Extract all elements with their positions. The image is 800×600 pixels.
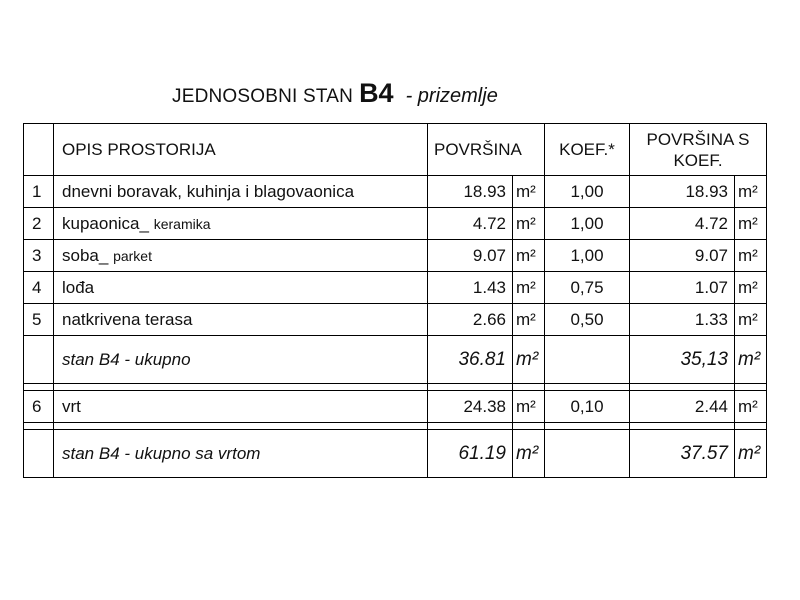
row-num: 1: [24, 176, 54, 208]
row-coef: 0,75: [545, 272, 630, 304]
row-area-coef: 18.93: [630, 176, 735, 208]
row-area-coef: 2.44: [630, 391, 735, 423]
row-coef: 0,50: [545, 304, 630, 336]
row-num: 3: [24, 240, 54, 272]
row-area: 24.38: [428, 391, 513, 423]
table-row: [24, 272, 767, 304]
header-row: [24, 124, 767, 176]
title-main: JEDNOSOBNI STAN: [172, 86, 354, 107]
row-area: 4.72: [428, 208, 513, 240]
total-garden-area-coef-unit: m²: [735, 430, 767, 478]
header-description: OPIS PROSTORIJA: [54, 124, 428, 176]
row-num: 5: [24, 304, 54, 336]
document-title: [172, 78, 498, 114]
row-area: 18.93: [428, 176, 513, 208]
row-area-coef: 1.07: [630, 272, 735, 304]
table-row: [24, 304, 767, 336]
total-area: 36.81: [428, 336, 513, 384]
row-area-unit: m²: [513, 240, 545, 272]
total-garden-area-unit: m²: [513, 430, 545, 478]
row-area-coef-unit: m²: [735, 304, 767, 336]
title-subtitle: - prizemlje: [405, 85, 498, 107]
total-num: [24, 336, 54, 384]
row-name-text: lođa: [62, 277, 95, 297]
row-name: vrt: [54, 391, 428, 423]
total-area-coef: 35,13: [630, 336, 735, 384]
rooms-table: [23, 123, 767, 478]
row-name: [54, 176, 428, 208]
row-area-coef-unit: m²: [735, 176, 767, 208]
row-area-coef-unit: m²: [735, 240, 767, 272]
total-area-unit: m²: [513, 336, 545, 384]
total-garden-area: 61.19: [428, 430, 513, 478]
row-num: 4: [24, 272, 54, 304]
row-name: [54, 304, 428, 336]
row-name: [54, 272, 428, 304]
row-name: [54, 240, 428, 272]
row-name-text: soba_: [62, 245, 109, 265]
total-garden-coef: [545, 430, 630, 478]
row-finish-note: keramika: [153, 215, 211, 232]
row-area-coef-unit: m²: [735, 272, 767, 304]
row-coef: 1,00: [545, 176, 630, 208]
row-area: 1.43: [428, 272, 513, 304]
total-num: [24, 430, 54, 478]
header-area-coef-line1: POVRŠINA S: [646, 129, 750, 149]
row-finish-note: parket: [113, 247, 152, 264]
apartment-code: B4: [359, 78, 394, 108]
row-coef: 0,10: [545, 391, 630, 423]
row-area-unit: m²: [513, 176, 545, 208]
header-num: [24, 124, 54, 176]
total-with-garden-row: [24, 430, 767, 478]
row-area-coef: 1.33: [630, 304, 735, 336]
table-row: [24, 208, 767, 240]
row-name-text: kupaonica_: [62, 213, 149, 233]
spacer-row: [24, 423, 767, 430]
row-area-unit: m²: [513, 208, 545, 240]
row-num: 2: [24, 208, 54, 240]
table-row: [24, 240, 767, 272]
row-area-coef: 9.07: [630, 240, 735, 272]
header-coef: KOEF.*: [545, 124, 630, 176]
row-area-unit: m²: [513, 304, 545, 336]
header-area: POVRŠINA: [428, 124, 545, 176]
row-num: 6: [24, 391, 54, 423]
total-coef: [545, 336, 630, 384]
row-area-unit: m²: [513, 272, 545, 304]
row-area: 9.07: [428, 240, 513, 272]
row-name-text: dnevni boravak, kuhinja i blagovaonica: [62, 181, 355, 201]
spacer-row: [24, 384, 767, 391]
garden-row: [24, 391, 767, 423]
row-name-text: natkrivena terasa: [62, 309, 193, 329]
header-area-coef: [630, 124, 767, 176]
row-coef: 1,00: [545, 240, 630, 272]
row-area-coef-unit: m²: [735, 391, 767, 423]
total-garden-label: stan B4 - ukupno sa vrtom: [54, 430, 428, 478]
row-area-coef: 4.72: [630, 208, 735, 240]
total-garden-area-coef: 37.57: [630, 430, 735, 478]
row-area-coef-unit: m²: [735, 208, 767, 240]
total-area-coef-unit: m²: [735, 336, 767, 384]
table-row: [24, 176, 767, 208]
row-area: 2.66: [428, 304, 513, 336]
row-coef: 1,00: [545, 208, 630, 240]
total-row: [24, 336, 767, 384]
row-area-unit: m²: [513, 391, 545, 423]
row-name: [54, 208, 428, 240]
header-area-coef-line2: KOEF.: [673, 150, 723, 170]
total-label: stan B4 - ukupno: [54, 336, 428, 384]
